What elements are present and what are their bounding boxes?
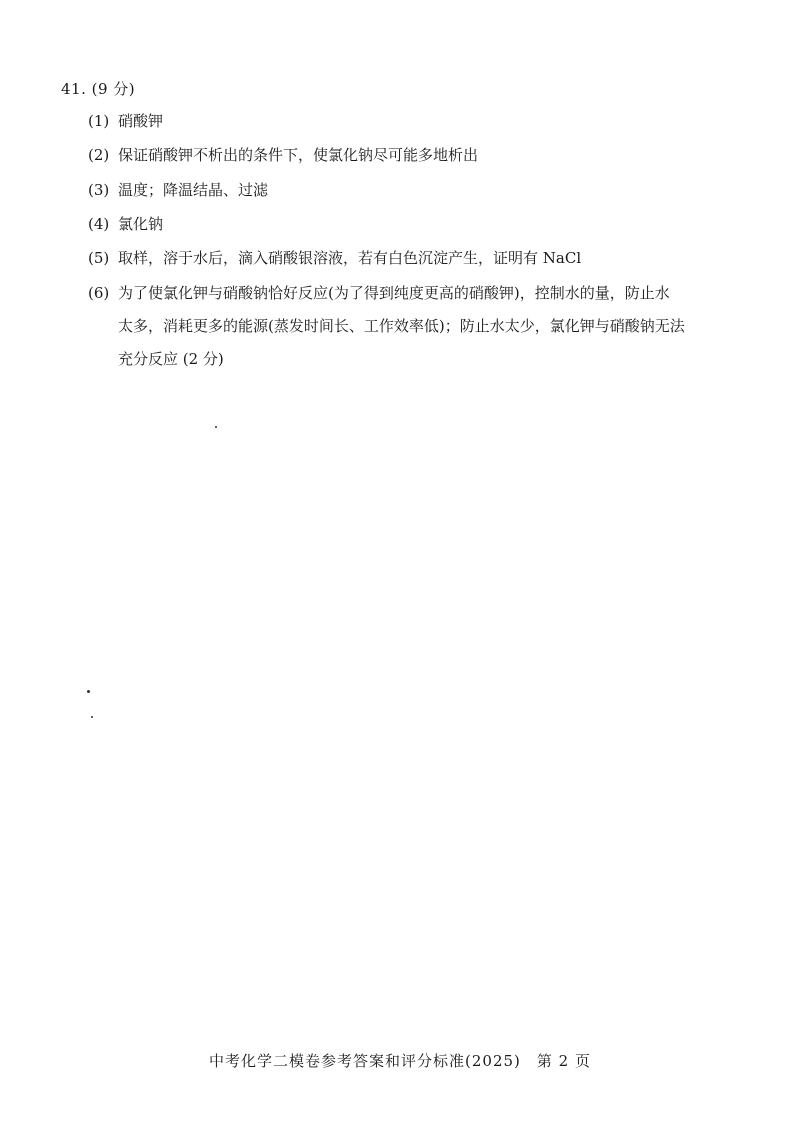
answer-text: 保证硝酸钾不析出的条件下，使氯化钠尽可能多地析出 xyxy=(118,146,479,164)
answer-item-1 xyxy=(88,111,163,131)
answer-item-5 xyxy=(88,248,581,268)
answer-text: 温度；降温结晶、过滤 xyxy=(118,181,269,199)
answer-line xyxy=(88,277,728,310)
scan-speck xyxy=(87,690,90,693)
answer-text: 氯化钠 xyxy=(118,215,164,233)
answer-number: (2) xyxy=(88,146,110,164)
page-footer: 中考化学二模卷参考答案和评分标准(2025) 第 2 页 xyxy=(209,1052,591,1070)
answer-text: 硝酸钾 xyxy=(118,112,164,130)
answer-item-4 xyxy=(88,214,163,234)
answer-item-3 xyxy=(88,180,268,200)
answer-item-2 xyxy=(88,145,478,165)
answer-item-6 xyxy=(88,277,728,376)
answer-number: (1) xyxy=(88,112,110,130)
answer-text: 为了使氯化钾与硝酸钠恰好反应(为了得到纯度更高的硝酸钾)，控制水的量，防止水 xyxy=(118,284,670,302)
answer-number: (4) xyxy=(88,215,110,233)
scan-speck xyxy=(91,716,93,718)
scan-speck xyxy=(215,426,217,428)
answer-number: (5) xyxy=(88,249,110,267)
answer-line: 充分反应 (2 分) xyxy=(118,350,224,368)
question-header: 41. (9 分) xyxy=(61,80,136,98)
answer-text: 取样，溶于水后，滴入硝酸银溶液，若有白色沉淀产生，证明有 NaCl xyxy=(118,249,582,267)
answer-line: 太多，消耗更多的能源(蒸发时间长、工作效率低)；防止水太少，氯化钾与硝酸钠无法 xyxy=(118,317,685,335)
answer-number: (3) xyxy=(88,181,110,199)
answer-number: (6) xyxy=(88,284,110,302)
